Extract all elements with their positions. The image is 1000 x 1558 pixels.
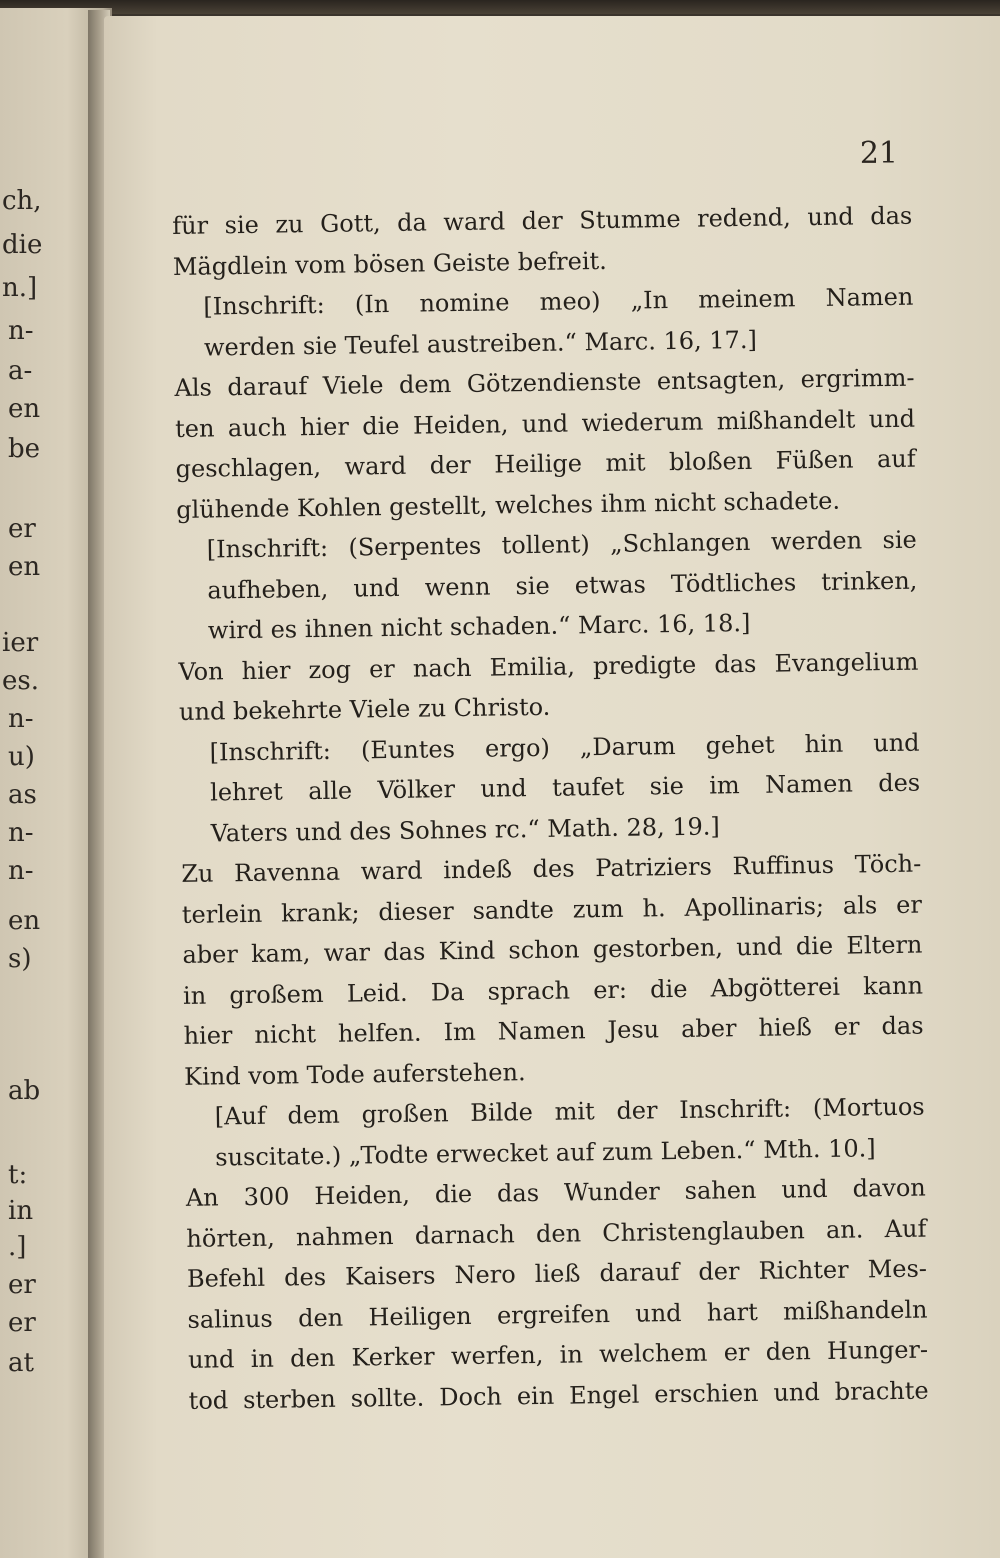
paragraph-5 [186,1168,929,1421]
text-line: für sie zu Gott, da ward der Stumme redend, und das [172,201,913,240]
left-page-fragment: es. [2,666,39,696]
text-line: aufheben, und wenn sie etwas Tödtliches trinken, [207,566,918,605]
left-page-fragment: n.] [2,273,38,303]
text-line: und bekehrte Viele zu Christo. [178,692,551,726]
left-page-fragment: die [2,230,43,260]
left-page-fragment: u) [8,742,35,772]
left-page-fragment: s) [8,944,32,974]
inscription-1 [173,277,914,368]
text-line: Zu Ravenna ward indeß des Patriziers Ruffinus Töch- [181,849,922,888]
paragraph-3 [178,641,919,732]
left-page-fragment: er [8,1270,36,1300]
page-number: 21 [859,136,898,171]
left-page-fragment: en [8,552,41,582]
text-line: ten auch hier die Heiden, und wiederum mißhandelt und [174,404,916,443]
left-page-fragment: a- [8,356,33,386]
text-line: [Inschrift: (Euntes ergo) „Darum gehet hin und [209,728,920,767]
text-line: suscitate.) „Todte erwecket auf zum Leben.“ Mth. 10.] [215,1133,876,1171]
text-line: geschlagen, ward der Heilige mit bloßen Füßen auf [175,444,916,483]
left-page-fragment: n- [8,818,34,848]
text-line: Von hier zog er nach Emilia, predigte das Evangelium [178,647,919,686]
left-page-fragment: in [8,1196,34,1226]
text-line: aber kam, war das Kind schon gestorben, und die Eltern [182,930,923,969]
left-page-fragment: ab [8,1076,41,1106]
left-page-fragment: ier [2,628,39,658]
left-page-fragment: en [8,394,41,424]
text-line: [Inschrift: (Serpentes tollent) „Schlangen werden sie [206,525,917,564]
text-line: salinus den Heiligen ergreifen und hart mißhandeln [187,1295,928,1334]
text-line: wird es ihnen nicht schaden.“ Marc. 16, 18.] [207,608,751,645]
text-line: hier nicht helfen. Im Namen Jesu aber hieß er das [183,1011,924,1050]
text-line: tod sterben sollte. Doch ein Engel erschien und brachte [188,1376,929,1415]
paragraph-4 [181,844,924,1097]
left-page-fragment: n- [8,856,34,886]
inscription-4 [184,1087,925,1178]
text-line: in großem Leid. Da sprach er: die Abgötterei kann [182,971,924,1010]
text-line: Befehl des Kaisers Nero ließ darauf der Richter Mes- [186,1254,928,1293]
text-line: hörten, nahmen darnach den Christenglauben an. Auf [186,1214,927,1253]
left-page-fragment: .] [8,1232,27,1262]
text-line: terlein krank; dieser sandte zum h. Apollinaris; als er [181,890,923,929]
text-line: An 300 Heiden, die das Wunder sahen und davon [185,1173,926,1212]
left-page-fragment: at [8,1348,34,1378]
text-line: lehret alle Völker und taufet sie im Namen des [209,768,921,807]
left-page-fragment: be [8,434,41,464]
text-line: [Auf dem großen Bilde mit der Inschrift: (Mortuos [214,1092,925,1131]
left-page-fragment: n- [8,316,34,346]
text-line: Mägdlein vom bösen Geiste befreit. [172,246,607,281]
left-page-fragment: er [8,514,36,544]
text-line: werden sie Teufel austreiben.“ Marc. 16, 17.] [203,325,758,362]
left-page-fragment: en [8,906,41,936]
inscription-3 [179,722,921,854]
text-line: Vaters und des Sohnes rc.“ Math. 28, 19.] [210,811,720,848]
text-line: und in den Kerker werfen, in welchem er den Hunger- [187,1335,929,1374]
paragraph-1 [172,196,913,287]
inscription-2 [177,520,919,652]
left-page-fragment: er [8,1308,36,1338]
text-line: Als darauf Viele dem Götzendienste entsagten, ergrimm- [174,363,915,402]
left-page-fragment: as [8,780,37,810]
text-line: [Inschrift: (In nomine meo) „In meinem Namen [203,282,914,321]
left-page-fragment: ch, [2,186,42,216]
page-body [172,196,929,1421]
left-page-fragment: n- [8,704,34,734]
text-line: Kind vom Tode auferstehen. [183,1057,526,1091]
text-line: glühende Kohlen gestellt, welches ihm nicht schadete. [176,486,841,524]
paragraph-2 [174,358,916,530]
left-page-fragment: t: [8,1160,28,1190]
book-top-edge [0,0,1000,14]
